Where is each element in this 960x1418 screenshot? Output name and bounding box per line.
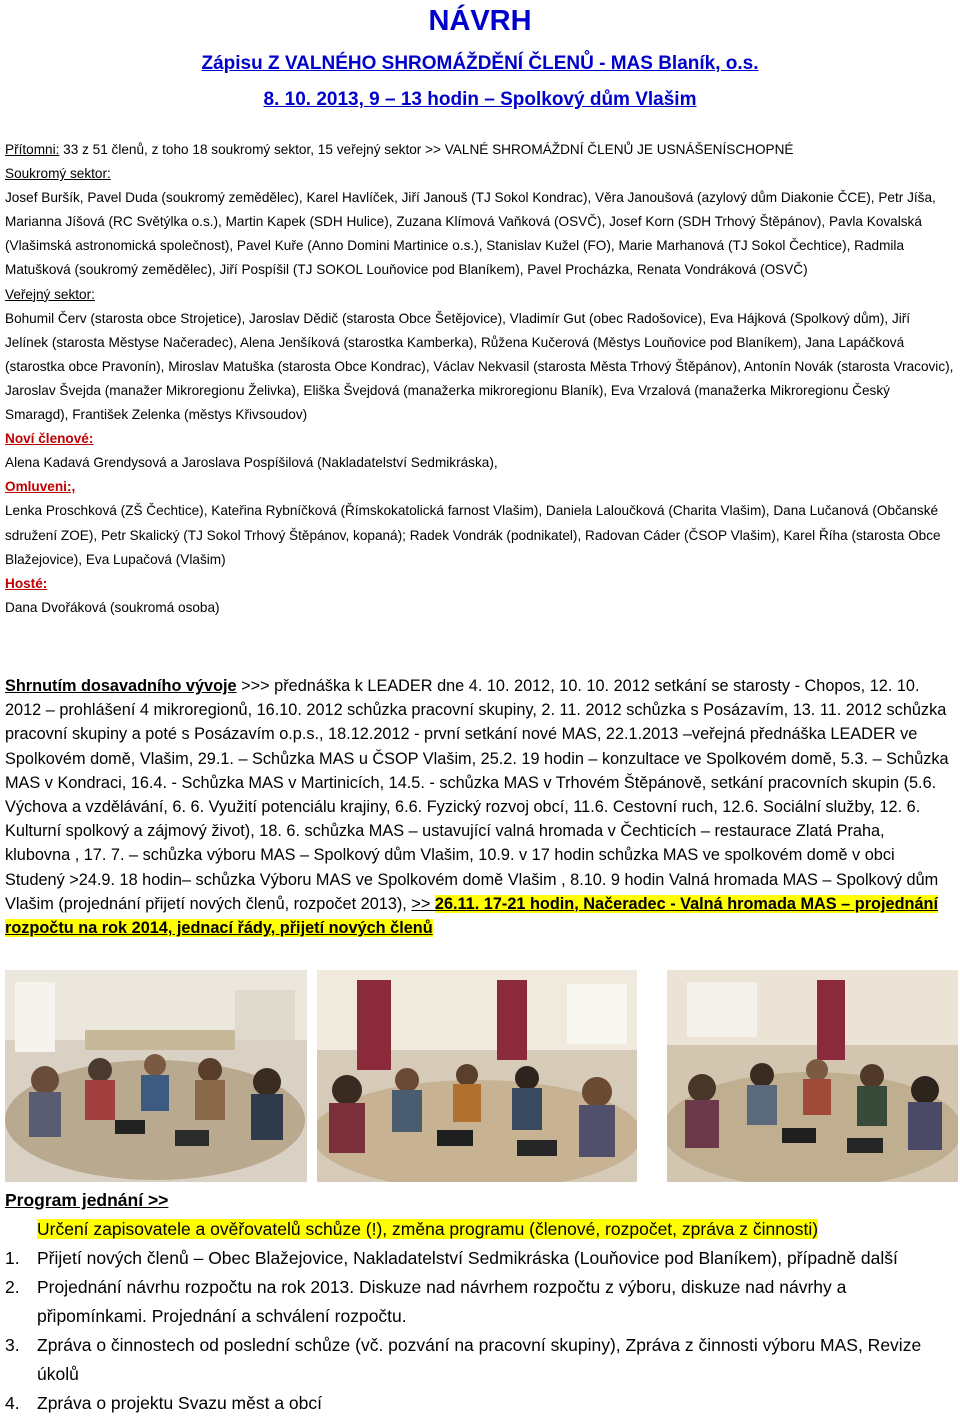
meeting-photo-3 — [667, 970, 958, 1182]
program-intro — [5, 1215, 955, 1244]
program-item-text: Zpráva o činnostech od poslední schůze (vč. pozvání na pracovní skupiny), Zpráva z činnosti výboru MAS, Revize úkolů — [37, 1335, 922, 1384]
private-sector-label: Soukromý sektor: — [5, 166, 111, 182]
summary-arrow: >> — [411, 894, 435, 913]
present-paragraph — [5, 138, 955, 162]
next-meeting-highlight: 26.11. 17-21 hodin, Načeradec - Valná hromada MAS – projednání rozpočtu na rok 2014, jednací řády, přijetí nových členů — [5, 894, 938, 938]
present-text: 33 z 51 členů, z toho 18 soukromý sektor, 15 veřejný sektor >> VALNÉ SHROMÁŽDNÍ ČLENŮ JE USNÁŠENÍSCHOPNÉ — [59, 142, 794, 157]
program-item — [5, 1331, 955, 1389]
program-item-number: 3. — [5, 1335, 20, 1355]
program-item — [5, 1389, 955, 1418]
program-item-text: Projednání návrhu rozpočtu na rok 2013. Diskuze nad návrhem rozpočtu z výboru, diskuze nad návrhy a připomínkami. Projednání a schválení rozpočtu. — [37, 1277, 847, 1326]
public-sector-list: Bohumil Červ (starosta obce Strojetice), Jaroslav Dědič (starosta Obce Šetějovice), Vladimír Gut (obec Radošovice), Eva Hájková (Spolkový dům), Jiří Jelínek (starosta Městyse Načeradec), Alena Jenšíková (starostka Kamberka), Růžena Kučerová (Městys Louňovice pod Blaníkem), Jana Lapáčková (starostka obce Pravonín), Miroslav Matuška (starosta Obce Kondrac), Václav Nekvasil (starosta Města Trhový Štěpánov), Antonín Novák (starosta Vracovic), Jaroslav Švejda (manažer Mikroregionu Želivka), Eliška Švejdová (manažerka mikroregionu Blaník), Eva Vrzalová (manažerka Mikroregionu Český Smaragd), František Zelenka (městys Křivsoudov) — [5, 310, 954, 423]
excused-label: Omluveni:, — [5, 479, 76, 495]
summary-section — [5, 674, 953, 940]
program-item — [5, 1273, 955, 1331]
guests-list: Dana Dvořáková (soukromá osoba) — [5, 599, 220, 615]
guests-label: Hosté: — [5, 575, 48, 591]
excused-list: Lenka Proschková (ZŠ Čechtice), Kateřina Rybníčková (Římskokatolická farnost Vlašim), Daniela Laloučková (Charita Vlašim), Dana Lučanová (Občanské sdružení ZOE), Petr Skalický (TJ Sokol Trhový Štěpánov, kopaná); Radek Vondrák (podnikatel), Radovan Cáder (ČSOP Vlašim), Karel Říha (starosta Obce Blažejovice), Eva Lupačová (Vlašim) — [5, 503, 941, 567]
attendance-section — [5, 138, 955, 620]
meeting-photo-2 — [317, 970, 637, 1182]
summary-text: >>> přednáška k LEADER dne 4. 10. 2012, 10. 10. 2012 setkání se starosty - Chopos, 12. 10. 2012 – prohlášení 4 mikroregionů, 16.10. 2012 schůzka pracovní skupiny, 2. 11. 2012 schůzka s Posázavím, 13. 11. 2012 schůzka pracovní skupiny a poté s Posázavím o.p.s., 18.12.2012 - první setkání nové MAS, 22.1.2013 –veřejná přednáška LEADER ve Spolkovém domě, Vlašim, 29.1. – Schůzka MAS u ČSOP Vlašim, 25.2. 19 hodin – konzultace ve Spolkovém domě, 5.3. – Schůzka MAS v Kondraci, 16.4. - Schůzka MAS v Martinicích, 14.5. - schůzka MAS v Trhovém Štěpánově, setkání pracovních skupin (5.6. Výchova a vzdělávání, 6. 6. Využití potenciálu krajiny, 6.6. Fyzický rozvoj obcí, 11.6. Cestovní ruch, 12.6. Sociální služby, 12. 6. Kulturní spolkový a zájmový život), 18. 6. schůzka MAS – ustavující valná hromada v Čechticích – restaurace Zlatá Praha, klubovna , 17. 7. – schůzka výboru MAS – Spolkový dům Vlašim, 10.9. v 17 hodin schůzka MAS ve spolkovém domě v obci Studený >24.9. 18 hodin– schůzka Výboru MAS ve Spolkovém domě Vlašim , 8.10. 9 hodin Valná hromada MAS – Spolkový dům Vlašim (projednání přijetí nových členů, rozpočet 2013), — [5, 677, 949, 913]
document-subtitle: Zápisu Z VALNÉHO SHROMÁŽDĚNÍ ČLENŮ - MAS Blaník, o.s. — [201, 53, 759, 74]
program-intro-text: Určení zapisovatele a ověřovatelů schůze (!), změna programu (členové, rozpočet, zpráva z činnosti) — [37, 1219, 819, 1239]
program-item-text: Přijetí nových členů – Obec Blažejovice, Nakladatelství Sedmikráska (Louňovice pod Blaníkem), případně další — [37, 1248, 898, 1268]
summary-label: Shrnutím dosavadního vývoje — [5, 677, 237, 695]
program-section — [5, 1186, 955, 1418]
document-title: NÁVRH — [428, 5, 532, 37]
meeting-photos — [0, 970, 960, 1182]
program-item-number: 2. — [5, 1277, 20, 1297]
new-members-list: Alena Kadavá Grendysová a Jaroslava Pospíšilová (Nakladatelství Sedmikráska), — [5, 455, 498, 471]
meeting-date-line: 8. 10. 2013, 9 – 13 hodin – Spolkový dům Vlašim — [263, 89, 697, 110]
public-sector-label: Veřejný sektor: — [5, 286, 95, 302]
meeting-photo-1 — [5, 970, 307, 1182]
private-sector-list: Josef Buršík, Pavel Duda (soukromý zemědělec), Karel Havlíček, Jiří Janouš (TJ Sokol Kondrac), Věra Janoušová (azylový dům Diakonie ČCE), Petr Jíša, Marianna Jíšová (RC Světýlka o.s.), Martin Kapek (SDH Hulice), Zuzana Klímová Vaňková (OSVČ), Josef Korn (SDH Trhový Štěpánov), Pavla Kovalská (Vlašimská astronomická společnost), Pavel Kuře (Anno Domini Martinice o.s.), Stanislav Kužel (FO), Marie Marhanová (TJ Sokol Čechtice), Radmila Matušková (soukromý zemědělec), Jiří Pospíšil (TJ SOKOL Louňovice pod Blaníkem), Pavel Procházka, Renata Vondráková (OSVČ) — [5, 190, 936, 278]
program-item-text: Zpráva o projektu Svazu měst a obcí — [37, 1393, 322, 1413]
program-item-number: 4. — [5, 1393, 20, 1413]
program-title: Program jednání >> — [5, 1190, 169, 1210]
program-item — [5, 1244, 955, 1273]
new-members-label: Noví členové: — [5, 431, 94, 447]
program-item-number: 1. — [5, 1248, 20, 1268]
present-label: Přítomni: — [5, 142, 60, 157]
